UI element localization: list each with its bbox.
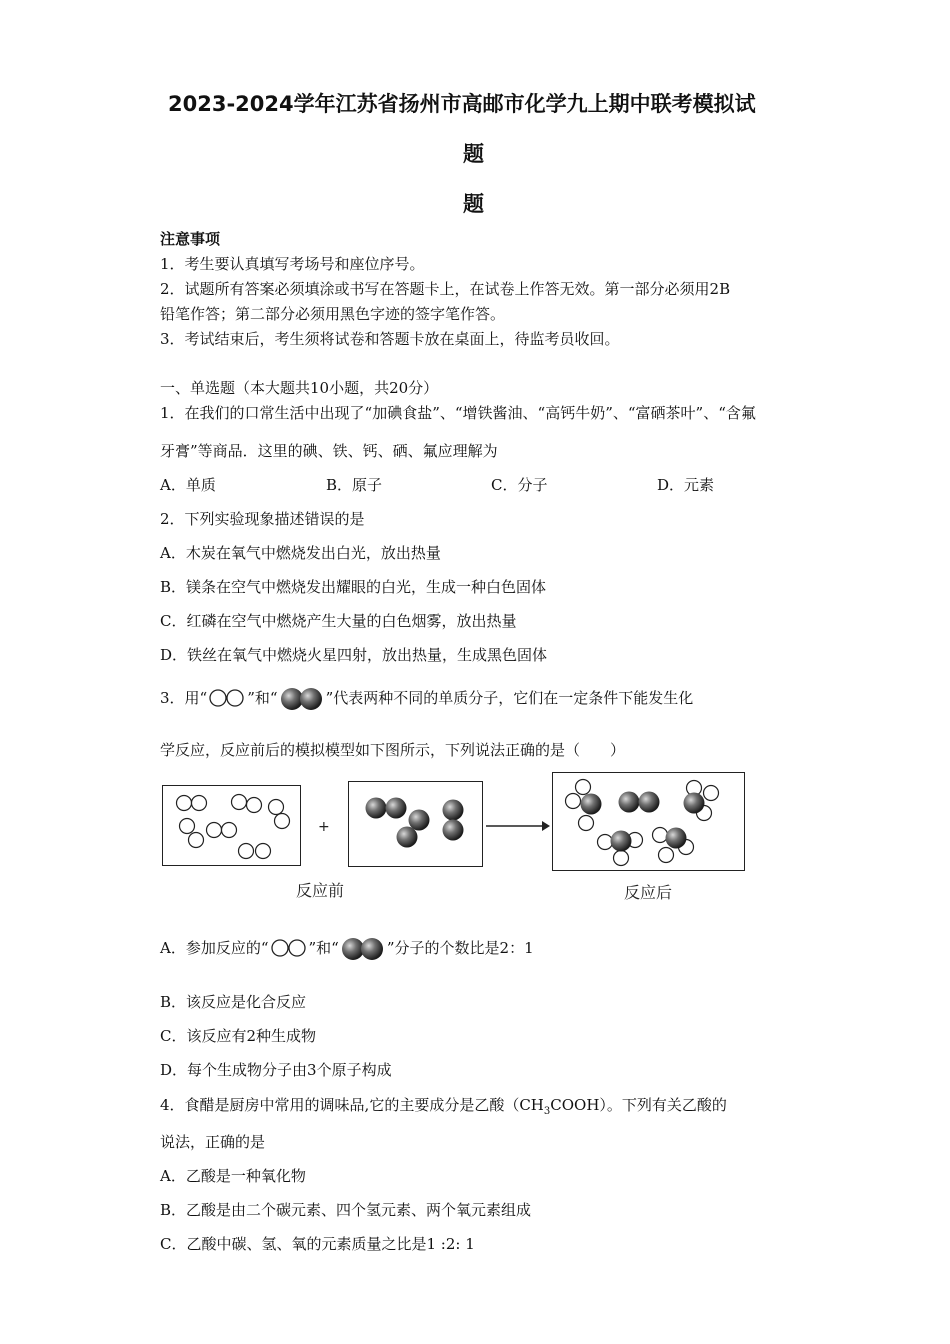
white-molecules-diagram (163, 786, 300, 865)
before-label: 反应前 (296, 881, 345, 900)
q1-option-d: D．元素 (657, 476, 715, 494)
after-product-box (552, 772, 745, 871)
section-heading: 一、单选题（本大题共10小题，共20分） (160, 379, 439, 397)
gray-molecules-diagram (349, 782, 482, 866)
notice-item: 铅笔作答；第二部分必须用黑色字迹的签字笔作答。 (160, 305, 506, 323)
reaction-arrow (484, 818, 550, 834)
page-title: 2023-2024学年江苏省扬州市高邮市化学九上期中联考模拟试 (168, 92, 756, 116)
q4-stem-part: COOH）。下列有关乙酸的 (550, 1096, 727, 1114)
before-reactant-b-box (348, 781, 483, 867)
q3-option-b: B．该反应是化合反应 (160, 993, 307, 1011)
formula-subscript: 3 (543, 1106, 551, 1117)
question-4-stem-cont: 说法，正确的是 (160, 1133, 266, 1151)
q3-option-a-part: A．参加反应的“ (160, 939, 269, 957)
q1-option-c: C．分子 (491, 476, 548, 494)
q3-option-a (160, 929, 534, 967)
white-molecule-icon (207, 688, 247, 710)
q4-option-c: C．乙酸中碳、氢、氧的元素质量之比是1 :2: 1 (160, 1235, 475, 1253)
q3-stem-part: ”和“ (247, 689, 278, 707)
notice-item: 1．考生要认真填写考场号和座位序号。 (160, 255, 425, 273)
notice-item: 2．试题所有答案必须填涂或书写在答题卡上，在试卷上作答无效。第一部分必须用2B (160, 280, 731, 298)
page-title-cont: 题 (463, 142, 484, 166)
q3-option-a-part: ”和“ (308, 939, 339, 957)
gray-molecule-icon (278, 686, 326, 712)
question-3-stem-cont: 学反应，反应前后的模拟模型如下图所示，下列说法正确的是（ ） (160, 741, 626, 759)
after-label: 反应后 (624, 883, 673, 902)
plus-sign: + (318, 819, 330, 835)
q3-option-d: D．每个生成物分子由3个原子构成 (160, 1061, 392, 1079)
q3-option-c: C．该反应有2种生成物 (160, 1027, 317, 1045)
product-molecules-diagram (553, 773, 744, 870)
q3-stem-part: ”代表两种不同的单质分子，它们在一定条件下能发生化 (325, 689, 694, 707)
q3-option-a-part: ”分子的个数比是2：1 (386, 939, 534, 957)
q4-option-a: A．乙酸是一种氧化物 (160, 1167, 306, 1185)
q2-option-c: C．红磷在空气中燃烧产生大量的白色烟雾，放出热量 (160, 612, 517, 630)
before-reactant-a-box (162, 785, 301, 866)
q2-option-b: B．镁条在空气中燃烧发出耀眼的白光，生成一种白色固体 (160, 578, 547, 596)
white-molecule-icon (269, 938, 309, 960)
question-2-stem: 2．下列实验现象描述错误的是 (160, 510, 365, 528)
q2-option-d: D．铁丝在氧气中燃烧火星四射，放出热量，生成黑色固体 (160, 646, 548, 664)
question-1-stem-cont: 牙膏”等商品．这里的碘、铁、钙、硒、氟应理解为 (160, 442, 498, 460)
q4-option-b: B．乙酸是由二个碳元素、四个氢元素、两个氧元素组成 (160, 1201, 532, 1219)
question-1-stem: 1．在我们的口常生活中出现了“加碘食盐”、“增铁酱油、“高钙牛奶”、“富硒茶叶”、“含氟 (160, 404, 756, 422)
notice-item: 3．考试结束后，考生须将试卷和答题卡放在桌面上，待监考员收回。 (160, 330, 620, 348)
q4-stem-part: 4．食醋是厨房中常用的调味品,它的主要成分是乙酸（CH (160, 1096, 544, 1114)
gray-molecule-icon (339, 936, 387, 962)
page-title-repeat: 题 (463, 192, 484, 216)
q1-option-a: A．单质 (160, 476, 216, 494)
question-4-stem (160, 1094, 727, 1117)
q2-option-a: A．木炭在氧气中燃烧发出白光，放出热量 (160, 544, 441, 562)
notice-heading: 注意事项 (160, 230, 221, 248)
q1-option-b: B．原子 (326, 476, 383, 494)
q3-stem-part: 3．用“ (160, 689, 208, 707)
question-3-stem (160, 678, 693, 718)
